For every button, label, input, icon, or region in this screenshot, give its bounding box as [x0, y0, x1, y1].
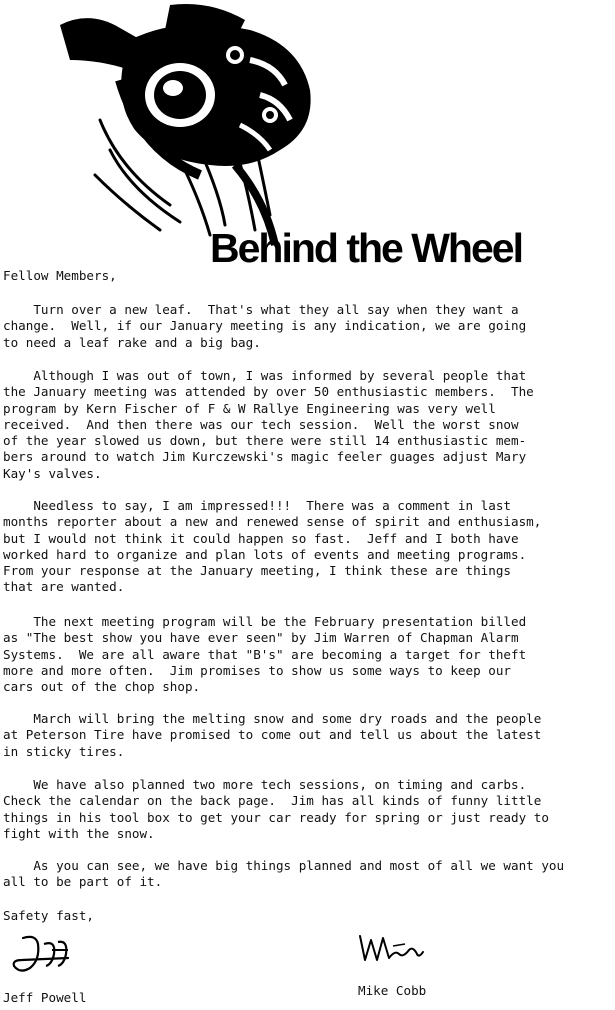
signature-jeff — [8, 930, 78, 980]
paragraph: March will bring the melting snow and some dry roads and the people at Peterson Tire have promised to come out and tell us about the latest in sticky tires. — [3, 711, 542, 759]
paragraph: Needless to say, I am impressed!!! There was a comment in last months reporter about a new and renewed sense of spirit and enthusiasm, but I would not think it could happen so fast. Jeff and I both have worked hard to organize and plan lots of events and meeting programs. From your response at the January meeting, I think these are things that are wanted. — [3, 498, 542, 595]
newsletter-title: Behind the Wheel — [210, 225, 522, 271]
paragraph: As you can see, we have big things planned and most of all we want you all to be part of it. — [3, 858, 565, 890]
paragraph: We have also planned two more tech sessions, on timing and carbs. Check the calendar on the back page. Jim has all kinds of funny little things in his tool box to get your car ready for spring or just ready to fight with the snow. — [3, 777, 549, 841]
paragraph: Although I was out of town, I was informed by several people that the January meeting was attended by over 50 enthusiastic members. The program by Kern Fischer of F & W Rallye Engineering was very well received. And then there was our tech session. Well the worst snow of the year slowed us down, but there were still 14 enthusiastic mem- bers around to watch Jim Kurczewski's magic feeler guages adjust Mary Kay's valves. — [3, 368, 534, 481]
signature-mike — [355, 930, 425, 970]
fist-steering-wheel-icon — [60, 0, 360, 248]
salutation: Fellow Members, — [3, 268, 117, 283]
paragraph: Turn over a new leaf. That's what they all say when they want a change. Well, if our January meeting is any indication, we are going to need a leaf rake and a big bag. — [3, 302, 527, 350]
signer-name: Mike Cobb — [358, 983, 427, 998]
closing: Safety fast, — [3, 908, 94, 923]
paragraph: The next meeting program will be the February presentation billed as "The best show you have ever seen" by Jim Warren of Chapman Alarm Systems. We are all aware that "B's" are becoming a target for theft more and more often. Jim promises to show us some ways to keep our cars out of the chop shop. — [3, 614, 527, 695]
signer-name: Jeff Powell — [3, 990, 87, 1005]
